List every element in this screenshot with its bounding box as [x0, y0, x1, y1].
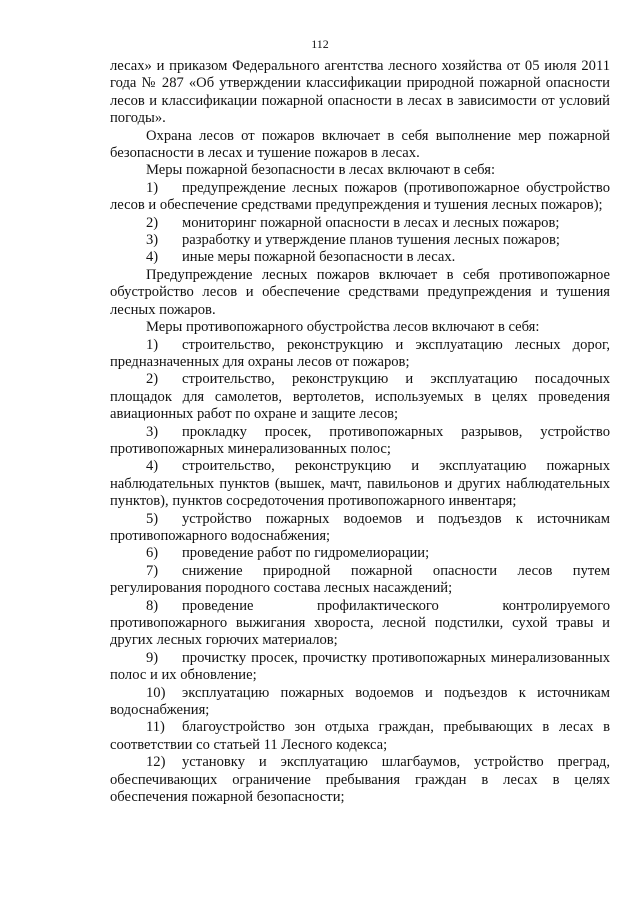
list-item — [110, 180, 610, 215]
list-item-text: прочистку просек, прочистку противопожарных минерализованных полос и их обновление; — [110, 649, 610, 684]
list-item-text: прокладку просек, противопожарных разрывов, устройство противопожарных минерализованных полос; — [110, 423, 610, 457]
document-body — [110, 58, 610, 806]
paragraph — [110, 162, 610, 179]
paragraph — [110, 319, 610, 336]
list-item-text: строительство, реконструкцию и эксплуатацию пожарных наблюдательных пунктов (вышек, мачт, павильонов и других наблюдательных пунктов), пунктов сосредоточения противопожарного инвентаря; — [110, 458, 610, 510]
list-item-number: 1) — [146, 336, 159, 353]
list-item-number: 2) — [146, 371, 159, 388]
list-item — [110, 598, 610, 650]
list-item-text: установку и эксплуатацию шлагбаумов, устройство преград, обеспечивающих ограничение пребывания граждан в лесах в целях обеспечения пожарной безопасности; — [110, 754, 610, 806]
list-item-number: 4) — [146, 458, 159, 475]
list-item-text: иные меры пожарной безопасности в лесах. — [182, 249, 456, 266]
list-item-number: 5) — [146, 510, 159, 527]
list-item-text: эксплуатацию пожарных водоемов и подъездов к источникам водоснабжения; — [110, 684, 610, 719]
list-item — [110, 458, 610, 510]
list-item — [110, 337, 610, 372]
paragraph-text: лесах» и приказом Федерального агентства лесного хозяйства от 05 июля 2011 года № 287 «Об утверждении классификации природной пожарной опасности лесов и классификации пожарной опасности в лесах в зависимости от условий погоды». — [110, 58, 610, 127]
list-item-number: 12) — [146, 754, 166, 771]
list-item-number: 3) — [146, 423, 159, 440]
list-item — [110, 563, 610, 598]
list-item-number: 1) — [146, 179, 159, 196]
list-item-text: предупреждение лесных пожаров (противопожарное обустройство лесов и обеспечение средствами предупреждения и тушения лесных пожаров); — [110, 179, 610, 214]
list-item — [110, 650, 610, 685]
list-item-number: 4) — [146, 249, 159, 266]
list-item — [110, 511, 610, 546]
list-item-number: 9) — [146, 649, 159, 666]
list-item-text: устройство пожарных водоемов и подъездов к источникам противопожарного водоснабжения; — [110, 510, 610, 544]
list-item-text: проведение профилактического контролируемого противопожарного выжигания хвороста, лесной подстилки, сухой травы и других лесных горючих материалов; — [110, 597, 610, 649]
paragraph-text: Меры противопожарного обустройства лесов включают в себя: — [146, 319, 540, 336]
list-item-number: 8) — [146, 597, 159, 614]
list-item — [110, 215, 610, 232]
paragraph-text: Меры пожарной безопасности в лесах включают в себя: — [146, 162, 495, 179]
list-item-text: снижение природной пожарной опасности лесов путем регулирования породного состава лесных насаждений; — [110, 562, 610, 597]
paragraph-continuation — [110, 58, 610, 128]
list-item-number: 2) — [146, 214, 159, 231]
list-item — [110, 371, 610, 423]
list-item-number: 3) — [146, 232, 159, 249]
list-item — [110, 545, 610, 562]
list-item-number: 10) — [146, 684, 166, 701]
list-item — [110, 249, 610, 266]
paragraph-text: Предупреждение лесных пожаров включает в себя противопожарное обустройство лесов и обеспечение средствами предупреждения и тушения лесных пожаров. — [110, 266, 610, 318]
list-item-text: благоустройство зон отдыха граждан, пребывающих в лесах в соответствии со статьей 11 Лесного кодекса; — [110, 719, 610, 753]
list-item-text: строительство, реконструкцию и эксплуатацию лесных дорог, предназначенных для охраны лесов от пожаров; — [110, 336, 610, 370]
list-item-text: разработку и утверждение планов тушения лесных пожаров; — [182, 232, 560, 249]
paragraph — [110, 128, 610, 163]
list-item-number: 11) — [146, 719, 165, 736]
list-item — [110, 754, 610, 806]
list-item — [110, 685, 610, 720]
page-number: 112 — [311, 37, 329, 51]
list-item — [110, 424, 610, 459]
list-item-text: строительство, реконструкцию и эксплуатацию посадочных площадок для самолетов, вертолетов, используемых в целях проведения авиационных работ по охране и защите лесов; — [110, 371, 610, 423]
paragraph — [110, 267, 610, 319]
list-item — [110, 719, 610, 754]
paragraph-text: Охрана лесов от пожаров включает в себя выполнение мер пожарной безопасности в лесах и тушение пожаров в лесах. — [110, 127, 610, 162]
list-item-number: 7) — [146, 562, 159, 579]
list-item-number: 6) — [146, 545, 159, 562]
list-item — [110, 232, 610, 249]
list-item-text: мониторинг пожарной опасности в лесах и лесных пожаров; — [182, 214, 560, 231]
list-item-text: проведение работ по гидромелиорации; — [182, 545, 430, 562]
